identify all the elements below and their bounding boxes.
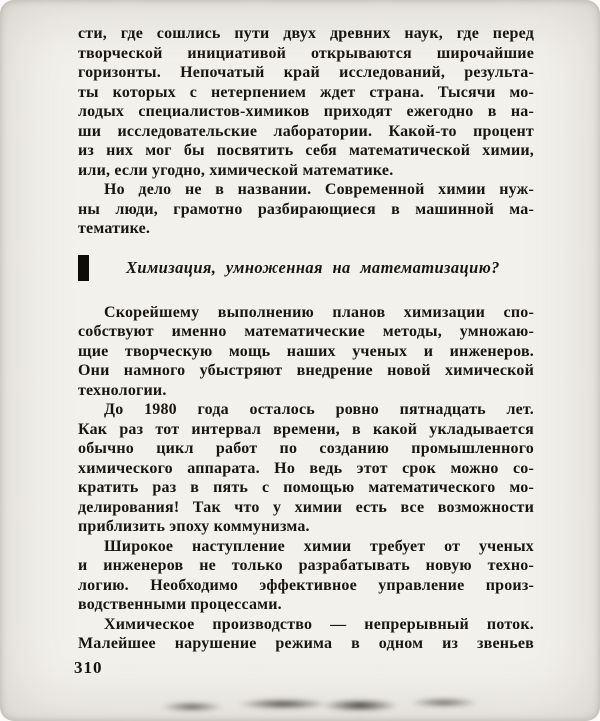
text-line: Химическое производство — непрерывный поток. xyxy=(104,615,534,633)
paragraph xyxy=(78,24,534,180)
text-line: обычно цикл работ по созданию промышленного xyxy=(78,440,534,457)
paragraphs-before-heading xyxy=(78,24,534,239)
paragraph xyxy=(78,303,534,401)
text-line: химического аппарата. Но ведь этот срок можно со- xyxy=(78,459,534,477)
section-marker-icon xyxy=(78,255,89,281)
page-text xyxy=(78,24,534,654)
text-line: Как раз тот интервал времени, в какой укладывается xyxy=(78,420,534,438)
page-number: 310 xyxy=(74,658,103,677)
text-line: лодых специалистов-химиков приходят ежегодно в на- xyxy=(78,103,534,120)
section-heading xyxy=(78,255,534,281)
text-line: технологии. xyxy=(78,381,167,399)
paragraph xyxy=(78,400,534,537)
text-line: делирования! Так что у химии есть все возможности xyxy=(78,498,534,516)
text-line: сти, где сошлись пути двух древних наук, где перед xyxy=(78,25,534,42)
text-line: Малейшее нарушение режима в одном из звеньев xyxy=(78,635,534,652)
paragraph xyxy=(78,537,534,615)
text-line: Но дело не в названии. Современной химии нуж- xyxy=(104,181,534,198)
text-line: ши исследовательские лаборатории. Какой-то процент xyxy=(78,122,534,140)
text-line: из них мог бы посвятить себя математической химии, xyxy=(78,142,534,159)
ink-bleed-artifact xyxy=(150,690,500,718)
text-line: горизонты. Непочатый край исследований, результа- xyxy=(78,64,534,81)
text-line: Скорейшему выполнению планов химизации спо- xyxy=(104,303,534,321)
text-line: щие творческую мощь наших ученых и инженеров. xyxy=(78,342,534,360)
text-line: Они намного убыстряют внедрение новой химической xyxy=(78,362,534,379)
text-line: ты которых с нетерпением ждет страна. Тысячи мо- xyxy=(78,83,534,101)
paragraph xyxy=(78,180,534,239)
text-line: или, если угодно, химической математике. xyxy=(78,161,394,179)
text-line: кратить раз в пять с помощью математического мо- xyxy=(78,479,534,496)
text-line: До 1980 года осталось ровно пятнадцать лет. xyxy=(104,401,534,418)
text-line: творческой инициативой открываются широчайшие xyxy=(78,44,534,62)
text-line: ны люди, грамотно разбирающиеся в машинной ма- xyxy=(78,200,534,218)
text-line: приблизить эпоху коммунизма. xyxy=(78,518,310,535)
text-line: Широкое наступление химии требует от ученых xyxy=(104,537,534,555)
paragraph xyxy=(78,615,534,654)
text-line: логию. Необходимо эффективное управление произ- xyxy=(78,576,534,594)
section-heading-text: Химизация, умноженная на математизацию? xyxy=(126,257,500,277)
text-line: тематике. xyxy=(78,220,151,237)
text-line: водственными процессами. xyxy=(78,596,282,613)
text-line: собствуют именно математические методы, умножаю- xyxy=(78,323,534,340)
paragraphs-after-heading xyxy=(78,303,534,654)
text-line: и инженеров не только разрабатывать новую техно- xyxy=(78,557,534,574)
